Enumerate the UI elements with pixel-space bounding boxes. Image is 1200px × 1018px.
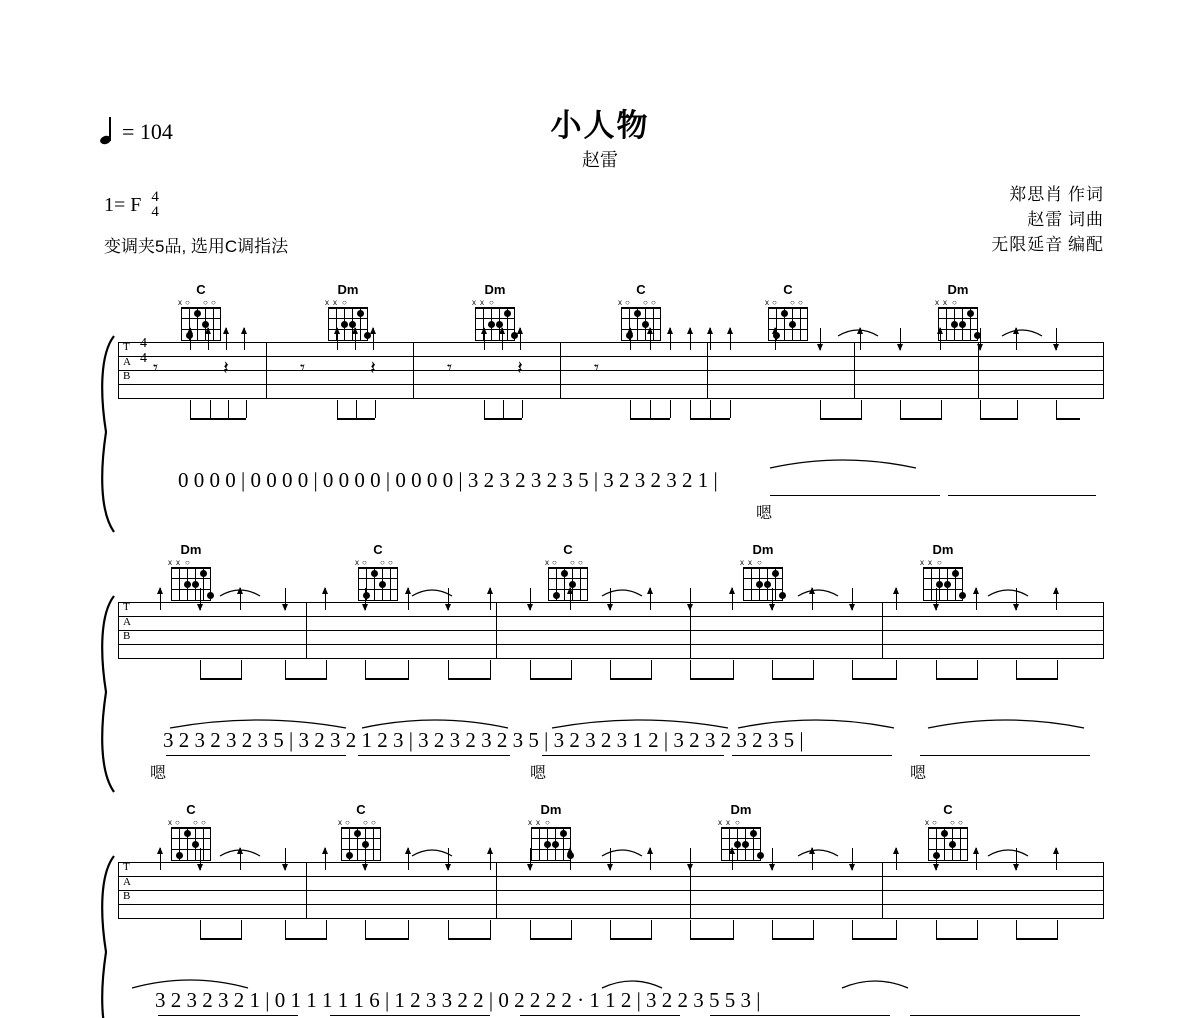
- time-signature-numerator: 4: [151, 189, 159, 205]
- rhythm-stem: [980, 400, 981, 418]
- rhythm-stem: [896, 660, 897, 678]
- strum-up-arrow: [244, 328, 245, 350]
- tab-letter-b: B: [123, 630, 131, 642]
- rhythm-stem: [977, 920, 978, 938]
- strum-down-arrow: [852, 588, 853, 610]
- strum-up-arrow: [976, 848, 977, 870]
- rhythm-beam: [690, 938, 734, 940]
- rhythm-stem: [285, 920, 286, 938]
- strum-down-arrow: [936, 848, 937, 870]
- strum-up-arrow: [484, 328, 485, 350]
- strum-up-arrow: [355, 328, 356, 350]
- rest-symbol: 𝄾: [153, 358, 159, 379]
- rhythm-stem: [651, 660, 652, 678]
- tab-letter-t: T: [123, 601, 130, 613]
- strum-down-arrow: [365, 848, 366, 870]
- rhythm-stem: [710, 400, 711, 418]
- chord-name: Dm: [484, 282, 506, 297]
- rhythm-stem: [530, 660, 531, 678]
- chord-diagram-c: [618, 282, 664, 341]
- rhythm-beam: [484, 418, 522, 420]
- chord-diagram-dm: [325, 282, 371, 341]
- chord-name: Dm: [730, 802, 752, 817]
- chord-name: C: [783, 282, 793, 297]
- strum-up-arrow: [730, 328, 731, 350]
- rhythm-stem: [503, 400, 504, 418]
- strum-down-arrow: [200, 588, 201, 610]
- chord-diagram-dm: [718, 802, 764, 861]
- chord-name: Dm: [752, 542, 774, 557]
- chord-grid: [768, 307, 808, 341]
- rhythm-stem: [772, 920, 773, 938]
- tab-clef-letters: [123, 600, 131, 644]
- strum-up-arrow: [570, 848, 571, 870]
- chord-string-marks: x ○ ○ ○: [178, 298, 216, 307]
- slur-mark: [986, 844, 1030, 858]
- rhythm-stem: [820, 400, 821, 418]
- page-title: 小人物: [550, 108, 650, 143]
- rhythm-stem: [1056, 400, 1057, 418]
- chord-name: C: [186, 802, 196, 817]
- strum-up-arrow: [160, 588, 161, 610]
- strum-up-arrow: [160, 848, 161, 870]
- chord-name: C: [636, 282, 646, 297]
- rhythm-beam: [690, 418, 730, 420]
- rhythm-stem: [246, 400, 247, 418]
- strum-down-arrow: [772, 848, 773, 870]
- strum-down-arrow: [690, 848, 691, 870]
- rhythm-stem: [337, 400, 338, 418]
- chord-name: Dm: [337, 282, 359, 297]
- chord-diagram-dm: [168, 542, 214, 601]
- strum-up-arrow: [337, 328, 338, 350]
- slur-mark: [410, 584, 454, 598]
- rhythm-beam: [980, 418, 1018, 420]
- rhythm-stem: [936, 920, 937, 938]
- staff-time-den: 4: [140, 351, 147, 366]
- rhythm-stem: [522, 400, 523, 418]
- rhythm-stem: [1057, 920, 1058, 938]
- chord-string-marks: x ○ ○ ○: [355, 558, 393, 567]
- tab-letter-t: T: [123, 861, 130, 873]
- rhythm-stem: [408, 660, 409, 678]
- strum-up-arrow: [325, 848, 326, 870]
- chord-name: Dm: [540, 802, 562, 817]
- rhythm-stem: [448, 660, 449, 678]
- chord-diagram-c: [355, 542, 401, 601]
- strum-up-arrow: [490, 588, 491, 610]
- chord-string-marks: x ○ ○ ○: [338, 818, 376, 827]
- strum-up-arrow: [208, 328, 209, 350]
- chord-grid: [938, 307, 978, 341]
- chord-string-marks: x ○ ○ ○: [618, 298, 656, 307]
- rhythm-stem: [365, 920, 366, 938]
- strum-down-arrow: [285, 588, 286, 610]
- chord-grid: [531, 827, 571, 861]
- strum-up-arrow: [408, 848, 409, 870]
- rhythm-beam: [690, 678, 734, 680]
- chord-grid: [171, 567, 211, 601]
- rhythm-stem: [977, 660, 978, 678]
- strum-up-arrow: [896, 848, 897, 870]
- strum-up-arrow: [1056, 588, 1057, 610]
- rhythm-stem: [285, 660, 286, 678]
- chord-string-marks: x x ○: [472, 298, 494, 307]
- strum-up-arrow: [775, 328, 776, 350]
- lyric-text: 嗯: [530, 765, 547, 782]
- rest-symbol: 𝄽: [223, 358, 229, 379]
- chord-grid: [358, 567, 398, 601]
- chord-string-marks: x x ○: [168, 558, 190, 567]
- rest-symbol: 𝄾: [447, 358, 453, 379]
- chord-string-marks: x x ○: [718, 818, 740, 827]
- chord-string-marks: x ○ ○ ○: [765, 298, 803, 307]
- system-brace: [92, 854, 118, 1018]
- rhythm-stem: [408, 920, 409, 938]
- rhythm-stem: [484, 400, 485, 418]
- strum-up-arrow: [226, 328, 227, 350]
- rhythm-stem: [896, 920, 897, 938]
- rhythm-beam: [1016, 938, 1058, 940]
- credit-role-2: 编配: [1068, 235, 1104, 254]
- chord-grid: [475, 307, 515, 341]
- rhythm-stem: [690, 400, 691, 418]
- chord-name: Dm: [947, 282, 969, 297]
- rhythm-stem: [571, 660, 572, 678]
- tab-letter-b: B: [123, 370, 131, 382]
- rhythm-stem: [490, 660, 491, 678]
- numbered-notation-row: 3 2 3 2 3 2 3 5 | 3 2 3 2 1 2 3 | 3 2 3 2 3 2 3 5 | 3 2 3 2 3 1 2 | 3 2 3 2 3 2 3 5 |: [163, 728, 804, 752]
- strum-down-arrow: [530, 848, 531, 870]
- credit-line-composer: [991, 207, 1104, 232]
- system-brace: [92, 594, 118, 784]
- strum-up-arrow: [408, 588, 409, 610]
- chord-grid: [928, 827, 968, 861]
- rhythm-stem: [650, 400, 651, 418]
- rhythm-beam: [365, 678, 409, 680]
- strum-up-arrow: [940, 328, 941, 350]
- chord-grid: [341, 827, 381, 861]
- slur-mark: [410, 844, 454, 858]
- lyric-text: 嗯: [910, 765, 927, 782]
- rhythm-stem: [210, 400, 211, 418]
- rhythm-stem: [241, 920, 242, 938]
- slur-mark: [796, 844, 840, 858]
- numbered-notation-row: 3 2 3 2 3 2 1 | 0 1 1 1 1 1 6 | 1 2 3 3 2 2 | 0 2 2 2 2 · 1 1 2 | 3 2 2 3 5 5 3 |: [155, 988, 761, 1012]
- rhythm-stem: [1017, 400, 1018, 418]
- rhythm-beam: [630, 418, 670, 420]
- rhythm-stem: [733, 660, 734, 678]
- rhythm-beam: [610, 938, 652, 940]
- rhythm-stem: [571, 920, 572, 938]
- rhythm-stem: [490, 920, 491, 938]
- rhythm-stem: [200, 660, 201, 678]
- strum-up-arrow: [570, 588, 571, 610]
- rhythm-beam: [852, 678, 897, 680]
- rhythm-stem: [630, 400, 631, 418]
- strum-up-arrow: [732, 588, 733, 610]
- time-signature: [151, 190, 159, 220]
- rhythm-stem: [610, 920, 611, 938]
- rhythm-stem: [1016, 660, 1017, 678]
- rhythm-stem: [1057, 660, 1058, 678]
- chord-grid: [328, 307, 368, 341]
- rhythm-stem: [241, 660, 242, 678]
- rhythm-beam: [772, 938, 814, 940]
- rest-symbol: 𝄾: [300, 358, 306, 379]
- chord-name: C: [196, 282, 206, 297]
- strum-down-arrow: [852, 848, 853, 870]
- credit-name-1: 赵雷: [1027, 210, 1064, 229]
- chord-string-marks: x x ○: [740, 558, 762, 567]
- strum-up-arrow: [490, 848, 491, 870]
- rhythm-beam: [772, 678, 814, 680]
- credit-line-arranger: [991, 232, 1104, 257]
- strum-up-arrow: [732, 848, 733, 870]
- rhythm-stem: [690, 660, 691, 678]
- tab-letter-b: B: [123, 890, 131, 902]
- chord-name: Dm: [180, 542, 202, 557]
- strum-down-arrow: [690, 588, 691, 610]
- chord-diagram-c: [338, 802, 384, 861]
- key-signature: [104, 190, 159, 220]
- chord-name: C: [356, 802, 366, 817]
- slur-mark: [768, 452, 918, 470]
- chord-string-marks: x x ○: [935, 298, 957, 307]
- rhythm-stem: [375, 400, 376, 418]
- tab-clef-letters: [123, 860, 131, 904]
- rhythm-stem: [941, 400, 942, 418]
- rhythm-beam: [852, 938, 897, 940]
- rhythm-stem: [772, 660, 773, 678]
- rhythm-stem: [610, 660, 611, 678]
- slur-mark: [600, 584, 644, 598]
- chord-string-marks: x ○ ○ ○: [168, 818, 206, 827]
- chord-name: C: [563, 542, 573, 557]
- chord-grid: [721, 827, 761, 861]
- strum-down-arrow: [820, 328, 821, 350]
- strum-up-arrow: [325, 588, 326, 610]
- rhythm-beam: [337, 418, 375, 420]
- chord-grid: [743, 567, 783, 601]
- strum-up-arrow: [670, 328, 671, 350]
- rhythm-stem: [813, 920, 814, 938]
- chord-string-marks: x x ○: [325, 298, 347, 307]
- rhythm-beam: [448, 938, 491, 940]
- rest-symbol: 𝄾: [594, 358, 600, 379]
- strum-up-arrow: [650, 328, 651, 350]
- key-label: 1= F: [104, 193, 142, 216]
- rhythm-beam: [200, 678, 242, 680]
- rhythm-stem: [228, 400, 229, 418]
- strum-up-arrow: [1056, 848, 1057, 870]
- credits-block: [991, 182, 1104, 257]
- rhythm-stem: [326, 660, 327, 678]
- strum-down-arrow: [200, 848, 201, 870]
- tab-letter-a: A: [123, 355, 131, 368]
- chord-grid: [621, 307, 661, 341]
- rhythm-stem: [356, 400, 357, 418]
- strum-up-arrow: [896, 588, 897, 610]
- rhythm-stem: [861, 400, 862, 418]
- chord-string-marks: x ○ ○ ○: [545, 558, 583, 567]
- strum-down-arrow: [285, 848, 286, 870]
- rhythm-beam: [936, 678, 978, 680]
- rhythm-stem: [852, 920, 853, 938]
- chord-grid: [548, 567, 588, 601]
- chord-diagram-c: [168, 802, 214, 861]
- strum-up-arrow: [520, 328, 521, 350]
- rhythm-stem: [1016, 920, 1017, 938]
- strum-up-arrow: [630, 328, 631, 350]
- capo-instruction: 变调夹5品, 选用C调指法: [104, 237, 289, 256]
- strum-down-arrow: [936, 588, 937, 610]
- tab-letter-t: T: [123, 341, 130, 353]
- rhythm-stem: [190, 400, 191, 418]
- strum-down-arrow: [900, 328, 901, 350]
- rhythm-beam: [820, 418, 862, 420]
- tab-clef-letters: [123, 340, 131, 384]
- strum-down-arrow: [530, 588, 531, 610]
- chord-diagram-dm: [920, 542, 966, 601]
- rhythm-beam: [1016, 678, 1058, 680]
- credit-role-0: 作词: [1068, 185, 1104, 204]
- rhythm-beam: [285, 938, 327, 940]
- rhythm-stem: [690, 920, 691, 938]
- rhythm-stem: [326, 920, 327, 938]
- credit-role-1: 词曲: [1068, 210, 1104, 229]
- slur-mark: [840, 972, 910, 990]
- rhythm-beam: [530, 938, 572, 940]
- chord-string-marks: x x ○: [528, 818, 550, 827]
- rest-symbol: 𝄽: [370, 358, 376, 379]
- slur-mark: [796, 584, 840, 598]
- slur-mark: [218, 584, 262, 598]
- chord-name: C: [943, 802, 953, 817]
- rhythm-stem: [651, 920, 652, 938]
- rhythm-beam: [190, 418, 246, 420]
- slur-mark: [926, 712, 1086, 730]
- slur-mark: [1000, 324, 1044, 338]
- rhythm-beam: [936, 938, 978, 940]
- strum-down-arrow: [1056, 328, 1057, 350]
- rhythm-stem: [365, 660, 366, 678]
- chord-diagram-c: [178, 282, 224, 341]
- rhythm-beam: [610, 678, 652, 680]
- slur-mark: [986, 584, 1030, 598]
- credit-name-0: 郑思肖: [1009, 185, 1064, 204]
- chord-grid: [181, 307, 221, 341]
- rhythm-beam: [1056, 418, 1080, 420]
- strum-up-arrow: [190, 328, 191, 350]
- tab-letter-a: A: [123, 615, 131, 628]
- tab-staff: [118, 342, 1104, 400]
- lyric-text: 嗯: [150, 765, 167, 782]
- strum-up-arrow: [976, 588, 977, 610]
- rhythm-stem: [936, 660, 937, 678]
- chord-grid: [923, 567, 963, 601]
- chord-string-marks: x ○ ○ ○: [925, 818, 963, 827]
- slur-mark: [836, 324, 880, 338]
- strum-up-arrow: [690, 328, 691, 350]
- chord-name: Dm: [932, 542, 954, 557]
- staff-time-num: 4: [140, 336, 147, 351]
- strum-down-arrow: [365, 588, 366, 610]
- chord-grid: [171, 827, 211, 861]
- rhythm-beam: [530, 678, 572, 680]
- rhythm-stem: [448, 920, 449, 938]
- strum-down-arrow: [980, 328, 981, 350]
- system-brace: [92, 334, 118, 524]
- artist-name: 赵雷: [582, 150, 618, 170]
- tempo-value: = 104: [122, 119, 173, 144]
- credit-line-lyricist: [991, 182, 1104, 207]
- staff-time-signature: [140, 336, 147, 366]
- rhythm-beam: [365, 938, 409, 940]
- chord-diagram-dm: [472, 282, 518, 341]
- numbered-notation-row: 0 0 0 0 | 0 0 0 0 | 0 0 0 0 | 0 0 0 0 | 3 2 3 2 3 2 3 5 | 3 2 3 2 3 2 1 |: [178, 468, 718, 492]
- rhythm-stem: [852, 660, 853, 678]
- rhythm-beam: [900, 418, 942, 420]
- rhythm-beam: [448, 678, 491, 680]
- chord-name: C: [373, 542, 383, 557]
- chord-diagram-c: [925, 802, 971, 861]
- rhythm-stem: [813, 660, 814, 678]
- strum-up-arrow: [650, 848, 651, 870]
- rhythm-stem: [200, 920, 201, 938]
- rhythm-stem: [733, 920, 734, 938]
- rest-symbol: 𝄽: [517, 358, 523, 379]
- rhythm-beam: [285, 678, 327, 680]
- strum-up-arrow: [650, 588, 651, 610]
- lyric-text: 嗯: [756, 505, 773, 522]
- strum-down-arrow: [772, 588, 773, 610]
- slur-mark: [600, 844, 644, 858]
- rhythm-stem: [730, 400, 731, 418]
- rhythm-beam: [200, 938, 242, 940]
- rhythm-stem: [670, 400, 671, 418]
- rhythm-stem: [530, 920, 531, 938]
- strum-up-arrow: [502, 328, 503, 350]
- chord-diagram-dm: [740, 542, 786, 601]
- chord-string-marks: x x ○: [920, 558, 942, 567]
- strum-up-arrow: [710, 328, 711, 350]
- rhythm-stem: [900, 400, 901, 418]
- tab-letter-a: A: [123, 875, 131, 888]
- strum-up-arrow: [373, 328, 374, 350]
- slur-mark: [218, 844, 262, 858]
- time-signature-denominator: 4: [151, 204, 159, 220]
- credit-name-2: 无限延音: [991, 235, 1064, 254]
